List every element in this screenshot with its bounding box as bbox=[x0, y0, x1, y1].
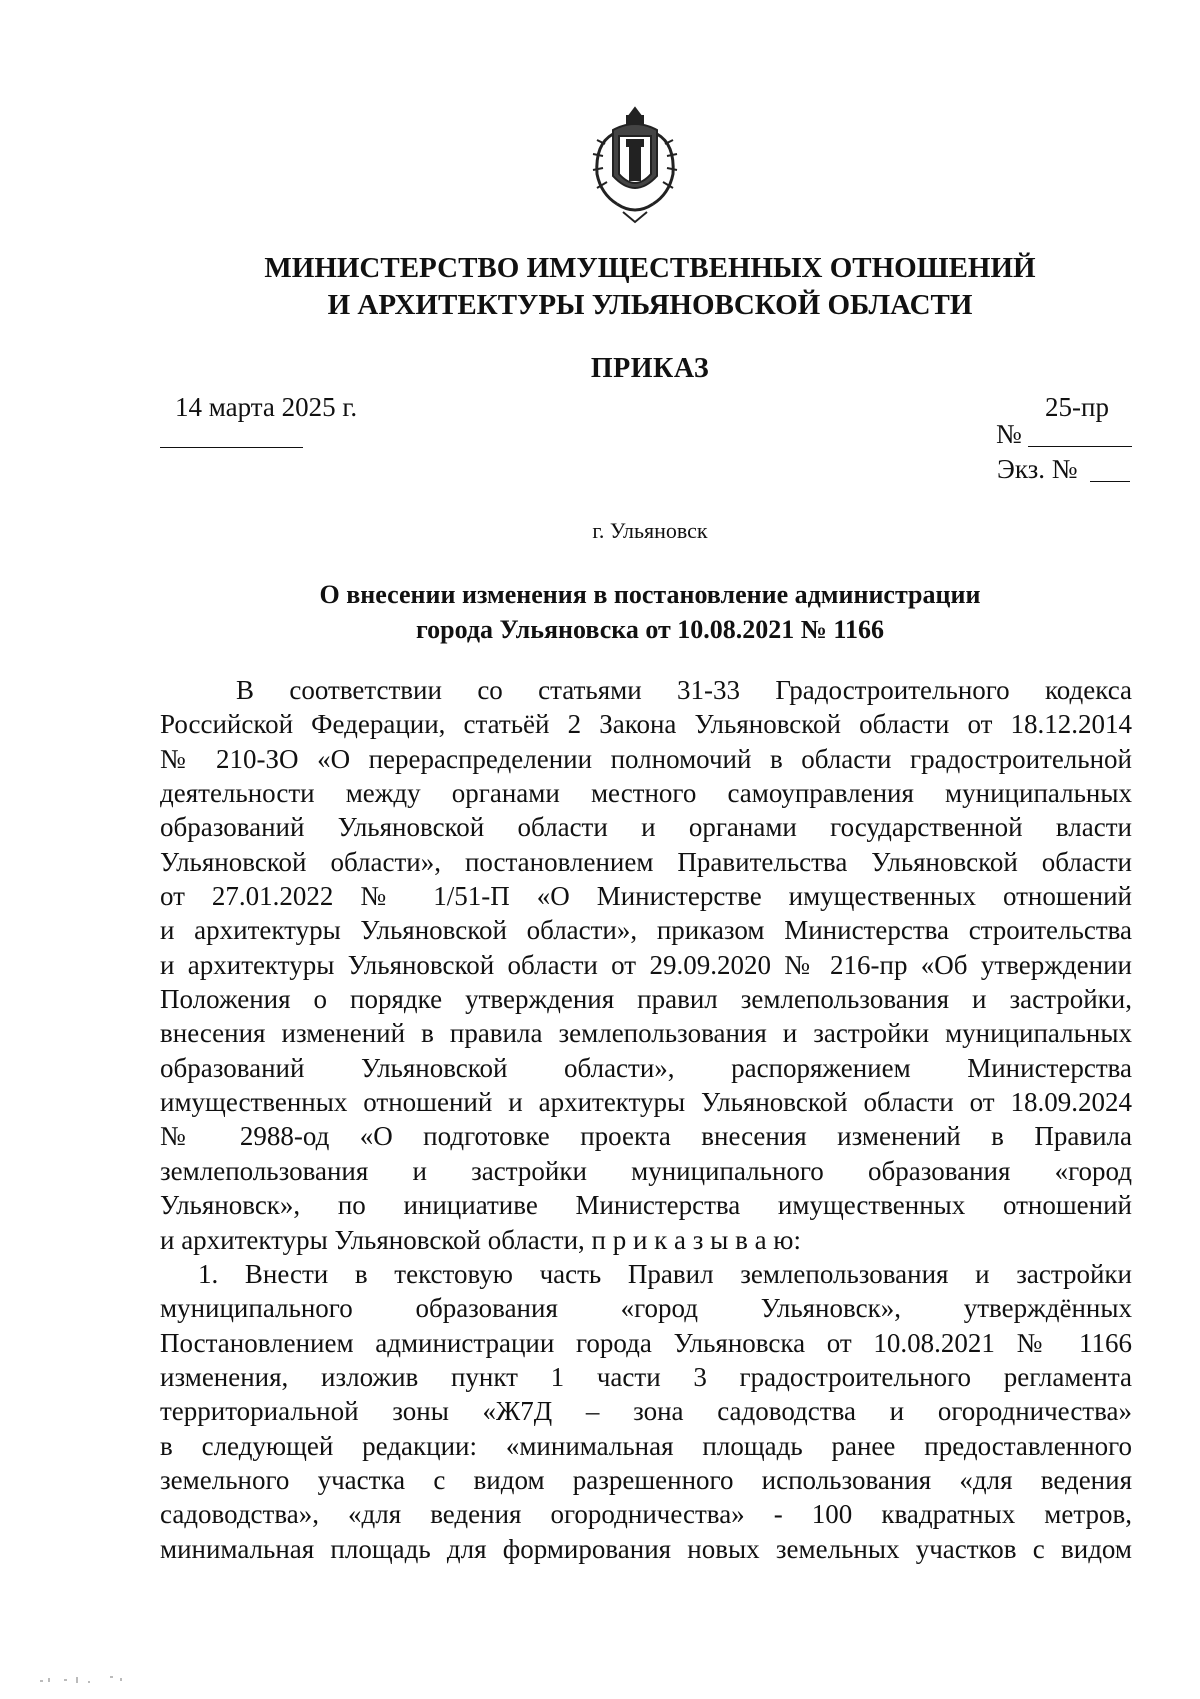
date-underline bbox=[160, 447, 303, 448]
ministry-name bbox=[150, 250, 1150, 324]
paragraph-item-1 bbox=[160, 1257, 1132, 1566]
document-number: 25-пр bbox=[1045, 392, 1109, 422]
text-line: минимальная площадь для формирования новых земельных участков с видом bbox=[160, 1533, 1132, 1564]
text-line: от 27.01.2022 № 1/51-П «О Министерстве имущественных отношений bbox=[160, 881, 1132, 912]
text-line: образований Ульяновской области и органами государственной власти bbox=[160, 812, 1132, 843]
ministry-name-line-1: МИНИСТЕРСТВО ИМУЩЕСТВЕННЫХ ОТНОШЕНИЙ bbox=[264, 252, 1036, 284]
text-line: Российской Федерации, статьёй 2 Закона Ульяновской области от 18.12.2014 bbox=[160, 709, 1132, 740]
text-line: деятельности между органами местного самоуправления муниципальных bbox=[160, 778, 1132, 809]
coat-of-arms-icon bbox=[583, 104, 687, 226]
document-body bbox=[160, 673, 1132, 1566]
text-line: В соответствии со статьями 31-33 Градостроительного кодекса bbox=[236, 675, 1132, 705]
document-subject bbox=[150, 577, 1150, 647]
city: г. Ульяновск bbox=[592, 518, 708, 543]
text-line: в следующей редакции: «минимальная площадь ранее предоставленного bbox=[160, 1430, 1132, 1461]
text-line: и архитектуры Ульяновской области», приказом Министерства строительства bbox=[160, 915, 1132, 946]
copy-number-underline bbox=[1090, 481, 1130, 482]
text-line: образований Ульяновской области», распоряжением Министерства bbox=[160, 1052, 1132, 1083]
text-line: и архитектуры Ульяновской области, п р и к а з ы в а ю: bbox=[160, 1224, 801, 1255]
text-line: территориальной зоны «Ж7Д – зона садоводства и огородничества» bbox=[160, 1396, 1132, 1427]
text-line: Ульяновской области», постановлением Правительства Ульяновской области bbox=[160, 846, 1132, 877]
text-line: Положения о порядке утверждения правил землепользования и застройки, bbox=[160, 984, 1132, 1015]
copy-number-label: Экз. № bbox=[997, 454, 1078, 484]
text-line: внесения изменений в правила землепользования и застройки муниципальных bbox=[160, 1018, 1132, 1049]
subject-line-2: города Ульяновска от 10.08.2021 № 1166 bbox=[415, 615, 884, 644]
ministry-name-line-2: И АРХИТЕКТУРЫ УЛЬЯНОВСКОЙ ОБЛАСТИ bbox=[327, 289, 973, 321]
text-line: муниципального образования «город Ульяновск», утверждённых bbox=[160, 1293, 1132, 1324]
text-line: имущественных отношений и архитектуры Ульяновской области от 18.09.2024 bbox=[160, 1087, 1132, 1118]
text-line: садоводства», «для ведения огородничества» - 100 квадратных метров, bbox=[160, 1499, 1132, 1530]
scan-noise bbox=[36, 1672, 196, 1688]
text-line: землепользования и застройки муниципального образования «город bbox=[160, 1155, 1132, 1186]
paragraph-preamble bbox=[160, 673, 1132, 1257]
text-line: 1. Внести в текстовую часть Правил землепользования и застройки bbox=[198, 1258, 1132, 1289]
document-type: ПРИКАЗ bbox=[590, 353, 710, 384]
text-line: Постановлением администрации города Ульяновска от 10.08.2021 № 1166 bbox=[160, 1327, 1132, 1358]
document-date: 14 марта 2025 г. bbox=[175, 392, 358, 422]
text-line: изменения, изложив пункт 1 части 3 градостроительного регламента bbox=[160, 1361, 1132, 1392]
text-line: № 2988-од «О подготовке проекта внесения изменений в Правила bbox=[160, 1121, 1132, 1152]
text-line: и архитектуры Ульяновской области от 29.09.2020 № 216-пр «Об утверждении bbox=[160, 949, 1132, 980]
document-number-label: № bbox=[996, 419, 1022, 449]
text-line: земельного участка с видом разрешенного использования «для ведения bbox=[160, 1464, 1132, 1495]
number-underline bbox=[1028, 446, 1132, 447]
text-line: № 210-ЗО «О перераспределении полномочий в области градостроительной bbox=[160, 743, 1132, 774]
subject-line-1: О внесении изменения в постановление администрации bbox=[319, 580, 981, 609]
text-line: Ульяновск», по инициативе Министерства имущественных отношений bbox=[160, 1190, 1132, 1221]
